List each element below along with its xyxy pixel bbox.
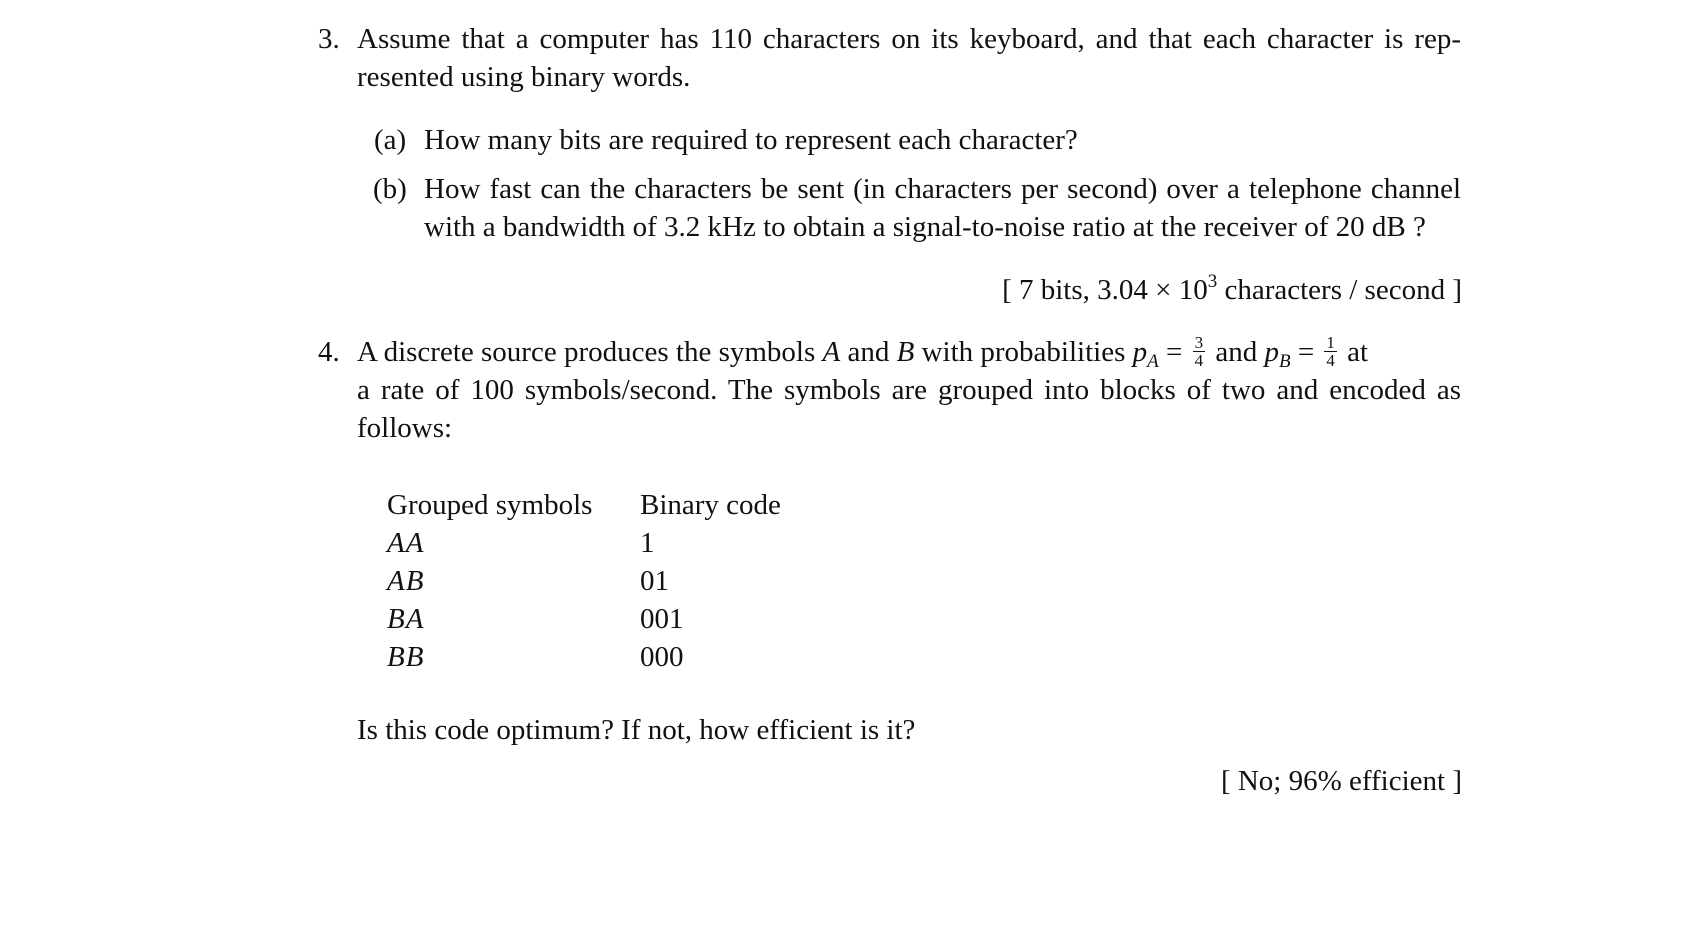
- problem-4-line-3: follows:: [357, 412, 453, 444]
- p4-text-before: A discrete source produces the symbols: [357, 336, 823, 368]
- table-header-grouped-symbols: Grouped symbols: [387, 489, 593, 521]
- problem-3-answer-prefix: [ 7 bits, 3.04 × 10: [1002, 274, 1208, 306]
- prob-a-sub: A: [1147, 351, 1159, 372]
- table-header-binary-code: Binary code: [640, 489, 781, 521]
- table-column-binary-code: [640, 486, 781, 676]
- p4-text-after: at: [1339, 336, 1369, 368]
- prob-b-var: p: [1264, 336, 1279, 368]
- table-cell-symbols-aa: AA: [387, 527, 425, 559]
- problem-4-answer: [ No; 96% efficient ]: [1220, 765, 1462, 797]
- p4-and-2: and: [1208, 336, 1265, 368]
- table-cell-symbols-bb: BB: [387, 641, 425, 673]
- p4-text-prob: with probabilities: [914, 336, 1133, 368]
- table-cell-code-ab: 01: [640, 565, 669, 597]
- table-column-grouped-symbols: [387, 486, 592, 676]
- problem-3a-label: (a): [374, 124, 407, 156]
- problem-3-line-2: resented using binary words.: [357, 61, 691, 93]
- fraction-b-denominator: 4: [1326, 350, 1335, 370]
- p4-and-1: and: [840, 336, 897, 368]
- problem-3b-line-2: with a bandwidth of 3.2 kHz to obtain a signal-to-noise ratio at the receiver of 20 dB ?: [424, 211, 1426, 243]
- table-cell-code-bb: 000: [640, 641, 684, 673]
- problem-3b-line-1: How fast can the characters be sent (in characters per second) over a telephone channel: [424, 173, 1461, 205]
- fraction-a-denominator: 4: [1194, 350, 1204, 370]
- problem-4-question: Is this code optimum? If not, how efficient is it?: [357, 714, 916, 746]
- prob-b-sub: B: [1278, 351, 1291, 372]
- problem-3-line-1: Assume that a computer has 110 characters on its keyboard, and that each character is rep-: [357, 23, 1461, 55]
- problem-3-answer: [900, 271, 1462, 309]
- fraction-b-numerator: 1: [1326, 332, 1335, 352]
- table-cell-code-aa: 1: [640, 527, 655, 559]
- eq-1: =: [1158, 336, 1190, 368]
- problem-3-answer-exponent: 3: [1207, 271, 1218, 292]
- problem-4-line-1: [357, 333, 1464, 372]
- prob-a-var: p: [1132, 336, 1148, 368]
- problem-4-number: 4.: [318, 336, 340, 368]
- table-cell-symbols-ab: AB: [387, 565, 425, 597]
- table-cell-symbols-ba: BA: [387, 603, 425, 635]
- problem-3-number: 3.: [318, 23, 340, 55]
- problem-3a-text: How many bits are required to represent each character?: [424, 124, 1078, 156]
- fraction-one-quarter: [1324, 334, 1337, 369]
- eq-2: =: [1290, 336, 1322, 368]
- problem-4-line-2: a rate of 100 symbols/second. The symbols are grouped into blocks of two and encoded as: [357, 374, 1461, 406]
- problem-3-answer-suffix: characters / second ]: [1217, 274, 1462, 306]
- problem-3b-label: (b): [373, 173, 407, 205]
- fraction-three-quarters: [1193, 334, 1206, 369]
- table-cell-code-ba: 001: [640, 603, 684, 635]
- symbol-a: A: [822, 336, 841, 368]
- symbol-b: B: [896, 336, 915, 368]
- fraction-a-numerator: 3: [1194, 332, 1204, 352]
